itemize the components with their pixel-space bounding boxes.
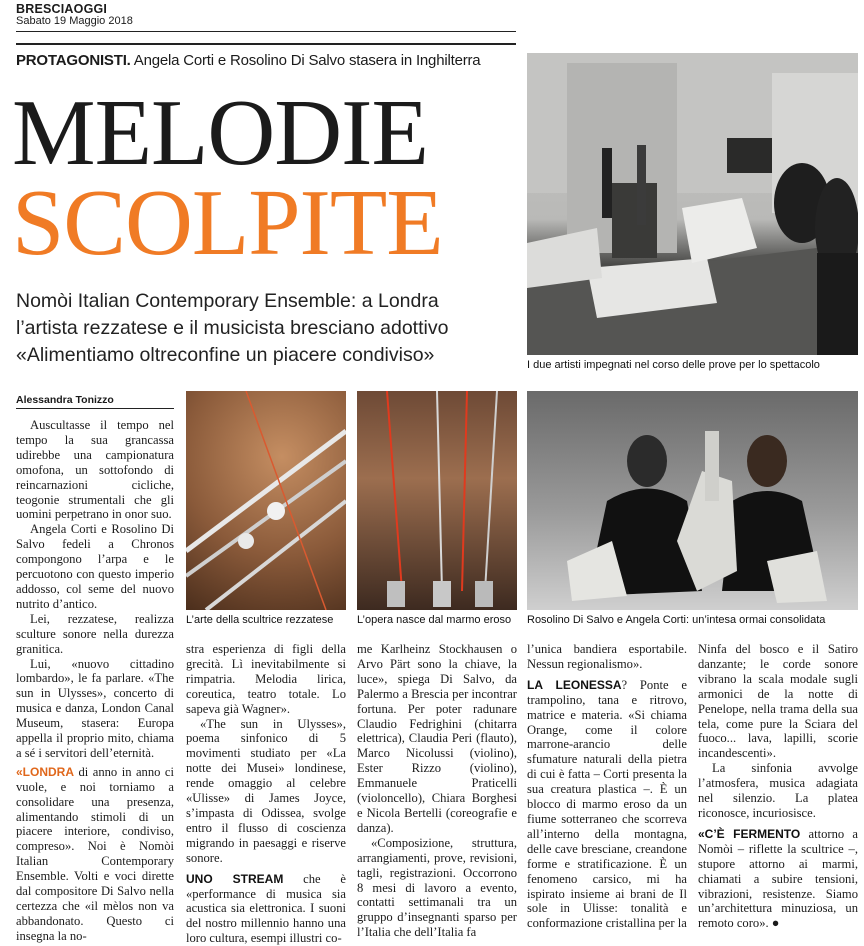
paragraph-text: attorno a Nomòi – riflette la scultrice –, stupore attorno ai marmi, chiamati a subire tensioni, vibrazioni, resistenze. Siamo un’architettura minuziosa, un remoto coro».: [698, 826, 859, 931]
paragraph: [186, 872, 346, 946]
paragraph-lead: UNO STREAM: [186, 871, 284, 886]
headline-line-2: SCOLPITE: [12, 171, 443, 275]
article-column-4: [527, 642, 687, 931]
paragraph: La sinfonia avvolge l’atmosfera, musica adagiata nel silenzio. La platea riconosce, incuriosisce.: [698, 761, 858, 820]
sculptress-photo: [186, 391, 346, 610]
paragraph-text: ? Ponte e trampolino, tana e ritrovo, matrice e materia. «Si chiama Orange, come il colore marrone-arancio delle sfumature naturali della pietra di cui è fatta – Corti presenta la sua creatura plastica –. È un blocco di marmo eroso da un fiume sotterraneo che scorreva all’interno della montagna, delle cave bresciane, creandone forme e stratificazione. È un fenomeno carsico, mi ha ispirato insieme ai brani de Il sole in Ulisse: tonalità e conformazione cristallina per la: [527, 677, 687, 931]
caption-sculptress: L’arte della scultrice rezzatese: [186, 614, 334, 626]
paragraph: Auscultasse il tempo nel tempo la sua grancassa udirebbe una campionatura omofona, un sottofondo di reincarnazioni cicliche, teogonie strumentali che gli uomini perpetrano in onor suo.: [16, 418, 174, 522]
subhead-line-2: l’artista rezzatese e il musicista bresciano adottivo: [16, 317, 449, 339]
kicker-rule: [16, 43, 516, 45]
rehearsal-photo-drawing: [527, 53, 858, 355]
paragraph: Lui, «nuovo cittadino lombardo», le fa parlare. «The sun in Ulysses», concerto di musica e danza, London Canal Museum, stasera: Europa appella il proprio mito, chiama a sé i servitori dell’eternità.: [16, 656, 174, 760]
duo-photo-drawing: [527, 391, 858, 610]
paragraph: me Karlheinz Stockhausen o Arvo Pärt sono la chiave, la luce», spiega Di Salvo, da Palermo a Brescia per incontrar fortuna. Per poter radunare Claudio Fedrighini (chitarra elettrica), Claudia Peri (flauto), Marco Nicolussi (violino), Ester Rizzo (violino), Emmanuele Praticelli (violoncello), Chiara Borghesi e Nicola Bertelli (coreografie e danza).: [357, 642, 517, 835]
paragraph: [16, 765, 174, 944]
masthead-rule: [16, 31, 516, 32]
rehearsal-photo: [527, 53, 858, 355]
paragraph: Lei, rezzatese, realizza sculture sonore nella durezza granitica.: [16, 611, 174, 656]
paragraph: Ninfa del bosco e il Satiro danzante; le corde sonore vibrano la scala modale sugli armonici de la notte di Penelope, nella trama della sua tela, come pure la Sciara del fuoco... lava, lapilli, scorie incandescenti».: [698, 642, 858, 761]
kicker: [16, 52, 480, 69]
paragraph: [527, 678, 687, 931]
byline: Alessandra Tonizzo: [16, 394, 114, 406]
paragraph: stra esperienza di figli della grecità. Lì inevitabilmente si rimpatria. Melodia lirica, coreutica, teatro totale. Lo sapeva già Wagner».: [186, 642, 346, 716]
caption-duo: Rosolino Di Salvo e Angela Corti: un’intesa ormai consolidata: [527, 614, 826, 626]
byline-rule: [16, 408, 174, 409]
paragraph: [698, 827, 858, 931]
duo-photo: [527, 391, 858, 610]
kicker-text: Angela Corti e Rosolino Di Salvo stasera in Inghilterra: [130, 52, 481, 69]
issue-date: Sabato 19 Maggio 2018: [16, 15, 133, 27]
kicker-label: PROTAGONISTI.: [16, 52, 131, 69]
caption-rehearsal: I due artisti impegnati nel corso delle prove per lo spettacolo: [527, 359, 820, 371]
newspaper-name: BRESCIAOGGI: [16, 2, 108, 16]
sculptress-photo-drawing: [186, 391, 346, 610]
end-mark: ●: [768, 916, 780, 931]
paragraph-text: che è «performance di musica sia acustica sia elettronica. I suoni del nostro millennio hanno una loro cultura, esempi illustri co-: [186, 871, 346, 946]
paragraph-lead: «LONDRA: [16, 764, 75, 779]
paragraph: l’unica bandiera esportabile. Nessun regionalismo».: [527, 642, 687, 671]
paragraph: Angela Corti e Rosolino Di Salvo fedeli a Chronos compongono l’arpa e le percuotono con questo imperio addosso, col seme del nuovo nutrito d’antico.: [16, 522, 174, 611]
paragraph: «The sun in Ulysses», poema sinfonico di 5 movimenti studiato per «La notte dei Musei» londinese, rende omaggio al celebre «Ulisse» di James Joyce, s’impasta di Odissea, svolge entro il flusso di coscienza migrando in paesaggi e riserve sonore.: [186, 716, 346, 865]
headline-line-1: MELODIE: [12, 81, 428, 185]
caption-marble: L’opera nasce dal marmo eroso: [357, 614, 512, 626]
subhead-line-3: «Alimentiamo oltreconfine un piacere condiviso»: [16, 344, 435, 366]
marble-photo: [357, 391, 517, 610]
paragraph: «Composizione, struttura, arrangiamenti, prove, revisioni, tagli, registrazioni. Occorrono 8 mesi di lavoro a evento, contatti settimanali tra un gruppo d’insegnanti sparso per l’Italia che dell’Italia fa: [357, 835, 517, 940]
paragraph-text: di anno in anno ci vuole, e noi torniamo a consolidare una presenza, alimentando stimoli di un piacere interiore, condiviso, compreso». Noi è Nomòi Italian Contemporary Ensemble. Volti e voci dirette dal compositore Di Salvo nella certezza che «il mèlos non va abbandonato. Questo ci insegna la no-: [16, 764, 174, 943]
article-column-1: [16, 418, 174, 944]
article-column-3: [357, 642, 517, 940]
paragraph-lead: «C’È FERMENTO: [698, 826, 801, 841]
subhead-line-1: Nomòi Italian Contemporary Ensemble: a Londra: [16, 290, 439, 312]
article-column-2: [186, 642, 346, 946]
paragraph-lead: LA LEONESSA: [527, 677, 622, 692]
marble-photo-drawing: [357, 391, 517, 610]
article-column-5: [698, 642, 858, 931]
